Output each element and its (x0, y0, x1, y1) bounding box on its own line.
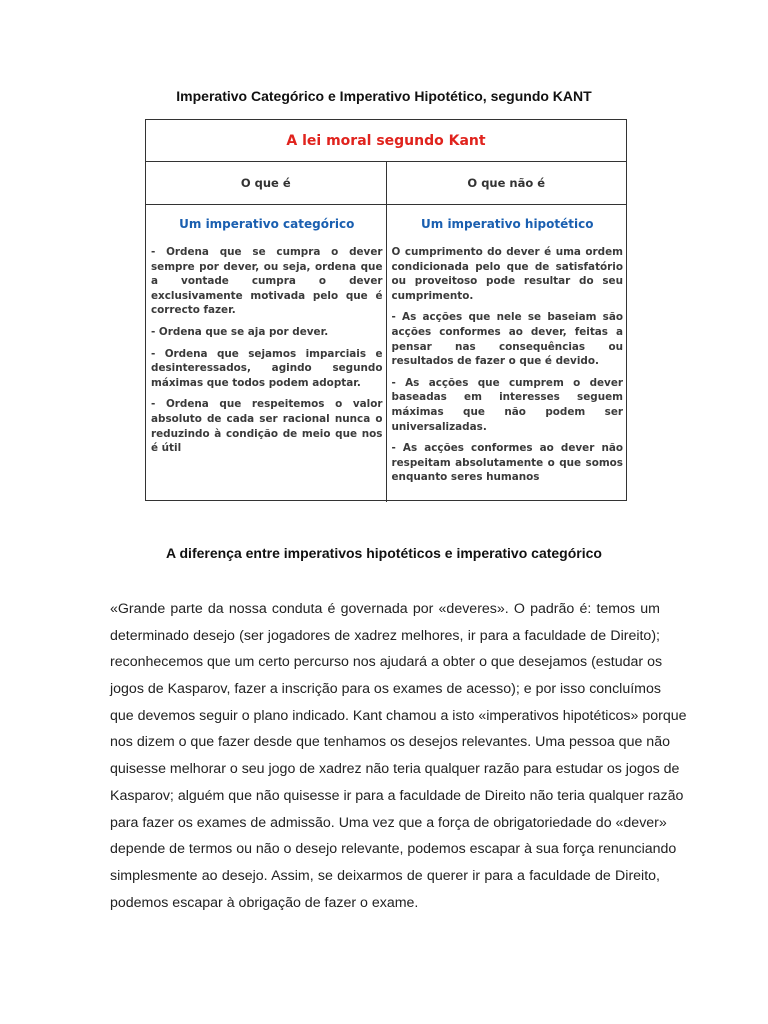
body-paragraph (110, 596, 687, 916)
section-subheading: A diferença entre imperativos hipotéticos e imperativo categórico (166, 545, 602, 561)
hypothetical-column (387, 205, 627, 502)
categorical-title: Um imperativo categórico (179, 217, 355, 231)
kant-moral-law-figure (145, 119, 627, 501)
hypothetical-point: - As acções conformes ao dever não respeitam absolutamente o que somos enquanto seres humanos (391, 442, 623, 484)
hypothetical-point: - As acções que cumprem o dever baseadas em interesses seguem máximas que não podem ser universalizadas. (391, 376, 623, 433)
body-line: «Grande parte da nossa conduta é governada por «deveres». O padrão é: temos um (110, 601, 660, 617)
categorical-column (146, 205, 387, 502)
body-line: determinado desejo (ser jogadores de xadrez melhores, ir para a faculdade de Direito); (110, 627, 660, 644)
categorical-point: - Ordena que respeitemos o valor absoluto de cada ser racional nunca o reduzindo à condição de meio que nos é útil (151, 398, 383, 455)
body-line: podemos escapar à obrigação de fazer o exame. (110, 894, 419, 911)
body-line: quisesse melhorar o seu jogo de xadrez não teria qualquer razão para estudar os jogos de (110, 761, 680, 778)
figure-column-headings (146, 162, 626, 205)
document-title: Imperativo Categórico e Imperativo Hipotético, segundo KANT (176, 88, 592, 104)
body-line: simplesmente ao desejo. Assim, se deixarmos de querer ir para a faculdade de Direito, (110, 867, 660, 884)
body-line: reconhecemos que um certo percurso nos ajudará a obter o que desejamos (estudar os (110, 654, 663, 671)
body-line: jogos de Kasparov, fazer a inscrição para os exames de acesso); e por isso concluímos (110, 681, 661, 698)
body-line: Kasparov; alguém que não quisesse ir para a faculdade de Direito não teria qualquer razão (110, 787, 684, 804)
body-line: depende de termos ou não o desejo relevante, podemos escapar à sua força renunciando (110, 841, 677, 858)
categorical-point: - Ordena que sejamos imparciais e desinteressados, agindo segundo máximas que todos podem adoptar. (151, 347, 383, 389)
hypothetical-title: Um imperativo hipotético (421, 217, 594, 231)
hypothetical-point: - As acções que nele se baseiam são acções conformes ao dever, feitas a pensar nas consequências ou resultados de fazer o que é devido. (391, 311, 623, 368)
hypothetical-point: O cumprimento do dever é uma ordem condicionada pelo que de satisfatório ou proveitoso pode resultar do seu cumprimento. (391, 246, 623, 302)
categorical-point: - Ordena que se cumpra o dever sempre por dever, ou seja, ordena que a vontade cumpra o dever exclusivamente motivada pelo que é correcto fazer. (151, 246, 383, 317)
body-line: para fazer os exames de admissão. Uma vez que a força de obrigatoriedade do «dever» (110, 814, 667, 831)
body-line: que devemos seguir o plano indicado. Kant chamou a isto «imperativos hipotéticos» porque (110, 707, 687, 724)
figure-header: A lei moral segundo Kant (146, 120, 626, 162)
categorical-point: - Ordena que se aja por dever. (151, 325, 329, 338)
body-line: nos dizem o que fazer desde que tenhamos os desejos relevantes. Uma pessoa que não (110, 734, 670, 751)
column-heading-what-it-is: O que é (146, 162, 387, 204)
figure-body (146, 205, 626, 502)
column-heading-what-it-is-not: O que não é (467, 176, 546, 190)
